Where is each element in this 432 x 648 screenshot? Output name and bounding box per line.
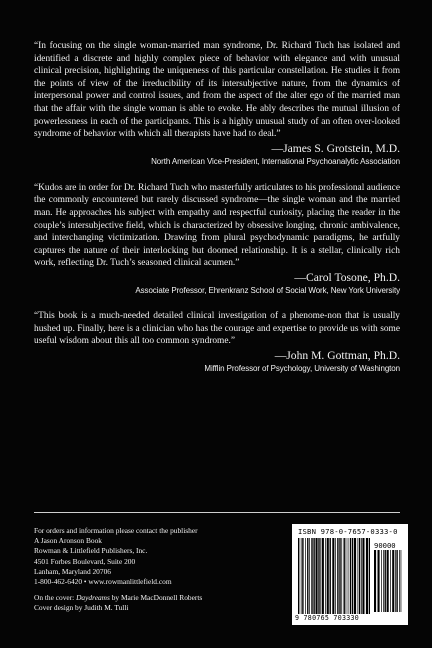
endorser-name: —Carol Tosone, Ph.D. [294, 270, 400, 284]
barcode-bar [313, 538, 314, 614]
barcode-bar [358, 538, 359, 614]
publisher-name: Rowman & Littlefield Publishers, Inc. [34, 546, 148, 556]
endorsement [34, 40, 400, 167]
endorsement-quote: “In focusing on the single woman-married man syndrome, Dr. Richard Tuch has isolated and identified a discrete and highly complex piece of behavior with elegance and with unusual clinical precision, highlighting the uniqueness of this particular constellation. He studies it from the points of view of the irreducibility of its intersubjective nature, from the dynamics of interpersonal power and control issues, and from the aspect of the alter ego of the married man that the affair with the single woman is able to evoke. He ably describes the mutual illusion of powerlessness in each of the participants. This is a highly unusual study of an often over-looked syndrome of behavior with which all therapists have had to deal.” [34, 41, 400, 140]
barcode-bar [305, 538, 306, 614]
endorsement [34, 310, 400, 374]
publisher-city: Lanham, Maryland 20706 [34, 566, 111, 576]
barcode-bar [383, 550, 384, 612]
barcode-bar [399, 550, 400, 612]
endorser-affiliation: North American Vice-President, International Psychoanalytic Association [151, 156, 400, 166]
endorsement-quote: “This book is a much-needed detailed clinical investigation of a phenome-non that is usually hushed up. Finally, here is a clinician who has the courage and expertise to provide us with some useful wisdom about this all too common syndrome.” [34, 310, 400, 347]
barcode-bar [350, 538, 351, 614]
barcode-bar [366, 538, 368, 614]
barcode-bar [348, 538, 349, 614]
cover-credit-prefix: On the cover: [34, 593, 77, 603]
barcode-bar [390, 550, 391, 612]
barcode-bar [316, 538, 318, 614]
addon-barcode-bars [374, 550, 402, 612]
endorsements [34, 40, 400, 374]
barcode-bar [327, 538, 329, 614]
barcode-bar [374, 550, 376, 612]
barcode-bar [311, 538, 312, 614]
barcode-bar [354, 538, 356, 614]
barcode-bar [335, 538, 336, 614]
publisher-phone-web: 1-800-462-6420 • www.rowmanlittlefield.com [34, 577, 172, 587]
endorser-affiliation: Associate Professor, Ehrenkranz School of Social Work, New York University [135, 285, 400, 295]
endorser-name: —John M. Gottman, Ph.D. [274, 348, 400, 362]
price-code: 90000 [374, 541, 396, 550]
barcode-bar [332, 538, 334, 614]
publisher-contact-line: For orders and information please contact the publisher [34, 526, 198, 535]
cover-credit-artist: by Marie MacDonnell Roberts [109, 593, 203, 603]
barcode-bar [387, 550, 389, 612]
endorsement-quote: “Kudos are in order for Dr. Richard Tuch who masterfully articulates to his professional audience the commonly encountered but rarely discussed syndrome—the single woman and the married man. He approaches his subject with empathy and respectful curiosity, placing the reader in the couple’s intersubjective field, which is characterized by obsessive longing, chronic ambivalence, and interchanging victimization. Drawing from plural psychodynamic paradigms, he artfully captures the nature of their interlocking but doomed relationship. It is a stellar, clinically rich work, reflecting Dr. Tuch’s seasoned clinical acumen.” [34, 182, 400, 269]
barcode-bar [381, 550, 382, 612]
ean-barcode-bars [298, 538, 370, 614]
barcode-bar [378, 550, 380, 612]
barcode-bar [301, 538, 302, 614]
barcode-bar [341, 538, 342, 614]
barcode-bar [337, 538, 338, 614]
barcode-digits: 9 780765 703330 [295, 614, 360, 622]
isbn-number: ISBN 978-0-7657-0333-0 [298, 527, 398, 536]
barcode-bar [385, 550, 386, 612]
barcode-bar [339, 538, 340, 614]
endorsement-attribution [34, 142, 400, 167]
endorsement-attribution [34, 349, 400, 374]
cover-art-credit [34, 593, 274, 603]
barcode-bar [298, 538, 299, 614]
divider-rule [34, 512, 400, 513]
cover-art-title: Daydreams [76, 593, 110, 603]
barcode-bar [396, 550, 397, 612]
endorser-affiliation: Mifflin Professor of Psychology, University of Washington [204, 363, 400, 373]
barcode-bar [395, 550, 396, 612]
barcode-bar [401, 550, 402, 612]
endorsement [34, 182, 400, 296]
cover-design-credit: Cover design by Judith M. Tulli [34, 603, 129, 613]
endorser-name: —James S. Grotstein, M.D. [271, 141, 400, 155]
publisher-street: 4501 Forbes Boulevard, Suite 200 [34, 556, 136, 566]
barcode-bar [362, 538, 364, 614]
barcode-bar [302, 538, 303, 614]
barcode-bar [344, 538, 345, 614]
isbn-barcode [292, 524, 408, 625]
barcode-bar [330, 538, 331, 614]
barcode-bar [309, 538, 310, 614]
barcode-bar [361, 538, 362, 614]
barcode-bar [322, 538, 324, 614]
barcode-bar [325, 538, 326, 614]
barcode-bar [307, 538, 308, 614]
barcode-bar [320, 538, 321, 614]
barcode-bar [369, 538, 370, 614]
publisher-info [34, 526, 274, 614]
barcode-bar [352, 538, 353, 614]
endorsement-attribution [34, 271, 400, 296]
barcode-bar [318, 538, 319, 614]
barcode-bar [359, 538, 360, 614]
barcode-bar [346, 538, 347, 614]
barcode-bar [392, 550, 394, 612]
publisher-imprint: A Jason Aronson Book [34, 536, 102, 546]
